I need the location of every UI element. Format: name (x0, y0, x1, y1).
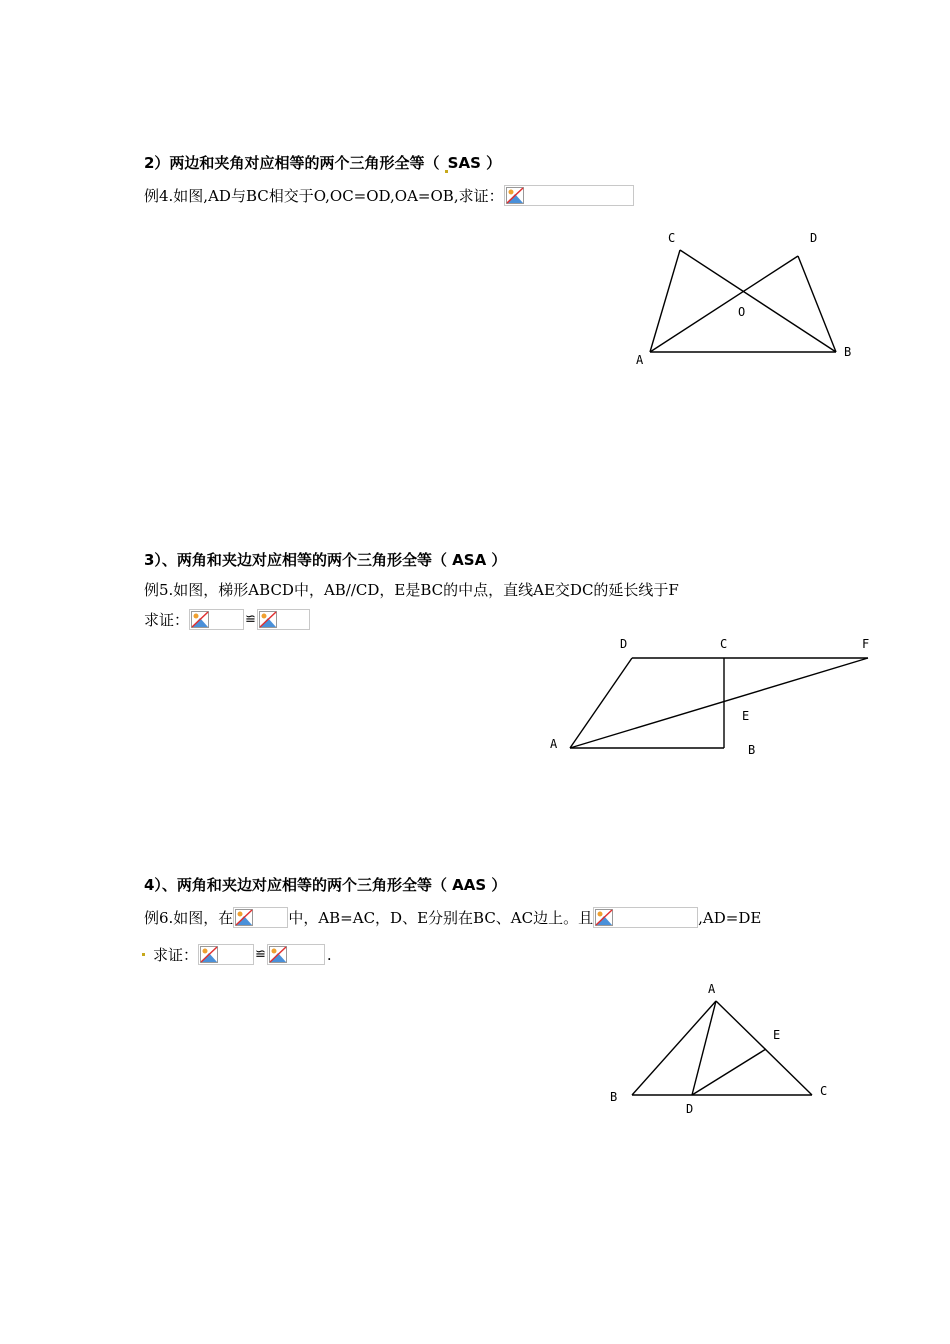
example-6-line (144, 907, 761, 928)
label-F: F (862, 637, 870, 651)
figure-example-4 (610, 220, 880, 380)
section-3-heading: 3）、两角和夹边对应相等的两个三角形全等（ ASA ） (144, 551, 507, 569)
label-D: D (810, 231, 818, 245)
marker-dot (142, 953, 145, 956)
section-2-heading-suffix: ） (480, 154, 502, 172)
label-E: E (773, 1028, 781, 1042)
broken-image-icon (593, 907, 698, 928)
label-B: B (610, 1090, 618, 1104)
label-B: B (844, 345, 852, 359)
label-D: D (686, 1102, 694, 1116)
broken-image-icon (504, 185, 634, 206)
label-B: B (748, 743, 756, 757)
label-C: C (668, 231, 676, 245)
broken-image-icon (233, 907, 288, 928)
section-2-heading-code: SAS (447, 154, 481, 172)
broken-image-icon (198, 944, 254, 965)
broken-image-icon (257, 609, 310, 630)
example-6-prefix: 例6.如图，在 (144, 909, 234, 927)
figure-example-5 (540, 630, 880, 765)
label-E: E (742, 709, 750, 723)
broken-image-icon (267, 944, 325, 965)
example-4-line (144, 185, 634, 206)
label-A: A (550, 737, 558, 751)
congruent-symbol: ≌ (255, 947, 266, 962)
congruent-symbol: ≌ (245, 612, 256, 627)
figure-example-6 (600, 975, 840, 1125)
section-2-heading-prefix: 2）两边和夹角对应相等的两个三角形全等（ (144, 154, 445, 172)
example-6-suffix: ,AD=DE (698, 908, 762, 927)
section-4-heading: 4）、两角和夹边对应相等的两个三角形全等（ AAS ） (144, 876, 507, 894)
label-O: O (738, 305, 746, 319)
prove-end: . (326, 945, 332, 964)
section-2-heading (144, 152, 501, 173)
prove-label: 求证： (153, 946, 199, 964)
broken-image-icon (189, 609, 244, 630)
example-5-line (144, 579, 679, 600)
example-5-prove-line (144, 609, 310, 630)
label-C: C (720, 637, 728, 651)
example-6-prove-line (142, 944, 332, 965)
label-A: A (708, 982, 716, 996)
example-6-middle: 中，AB=AC，D、E分别在BC、AC边上。且 (288, 909, 594, 927)
prove-label: 求证： (144, 611, 190, 629)
example-5-text: 例5.如图，梯形ABCD中，AB//CD，E是BC的中点，直线AE交DC的延长线于F (144, 581, 679, 599)
label-D: D (620, 637, 628, 651)
label-A: A (636, 353, 644, 367)
example-4-text: 例4.如图,AD与BC相交于O,OC=OD,OA=OB,求证： (144, 187, 504, 205)
label-C: C (820, 1084, 828, 1098)
